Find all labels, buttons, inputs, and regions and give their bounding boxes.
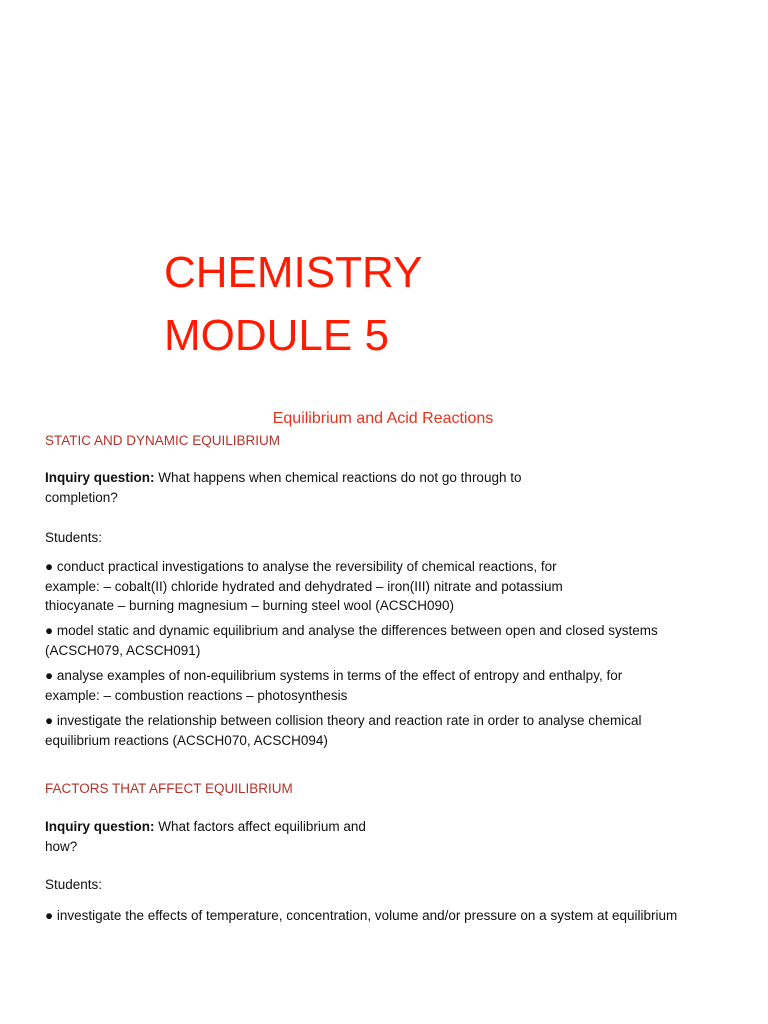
inquiry-text: What happens when chemical reactions do not go through to completion? bbox=[45, 470, 522, 505]
students-label: Students: bbox=[45, 530, 103, 545]
bullet-item: ● conduct practical investigations to analyse the reversibility of chemical reactions, for example: – cobalt(II) chloride hydrated and dehydrated – iron(III) nitrate and potassium thiocyanate – burning magnesium – burning steel wool (ACSCH090) bbox=[45, 559, 563, 613]
inquiry-label: Inquiry question: bbox=[45, 819, 155, 834]
document-subtitle bbox=[0, 408, 766, 430]
inquiry-question bbox=[45, 817, 390, 857]
document-title-line1: CHEMISTRY bbox=[164, 248, 423, 297]
bullet-item: ● analyse examples of non-equilibrium systems in terms of the effect of entropy and enthalpy, for example: – combustion reactions – photosynthesis bbox=[45, 668, 623, 703]
inquiry-text: What factors affect equilibrium and how? bbox=[45, 819, 366, 854]
document-subtitle-text: Equilibrium and Acid Reactions bbox=[272, 410, 494, 427]
bullet-item: ● investigate the relationship between collision theory and reaction rate in order to analyse chemical equilibrium reactions (ACSCH070, ACSCH094) bbox=[45, 713, 642, 748]
inquiry-label: Inquiry question: bbox=[45, 470, 155, 485]
inquiry-question bbox=[45, 468, 545, 508]
section-heading-factors: FACTORS THAT AFFECT EQUILIBRIUM bbox=[45, 781, 293, 796]
section-heading-static-dynamic: STATIC AND DYNAMIC EQUILIBRIUM bbox=[45, 433, 281, 448]
bullet-item: ● model static and dynamic equilibrium and analyse the differences between open and closed systems (ACSCH079, ACSCH091) bbox=[45, 623, 658, 658]
document-title-line2: MODULE 5 bbox=[164, 311, 389, 360]
students-label: Students: bbox=[45, 877, 103, 892]
bullet-item: ● investigate the effects of temperature, concentration, volume and/or pressure on a system at equilibrium bbox=[45, 908, 678, 923]
